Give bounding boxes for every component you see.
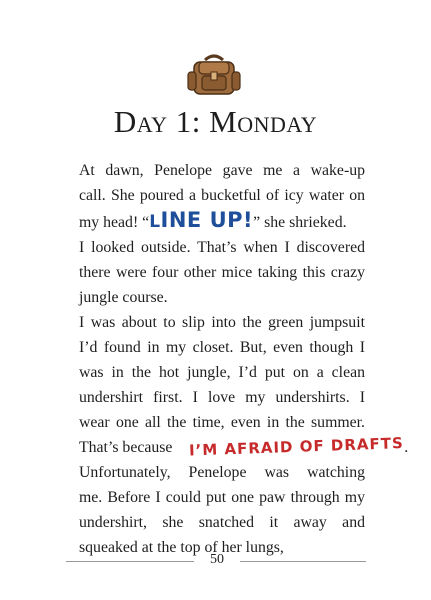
text-line bbox=[66, 208, 365, 235]
page-number: 50 bbox=[210, 552, 224, 567]
paragraph-2 bbox=[66, 235, 365, 310]
text-line: I was about to slip into the green jumpsuit bbox=[79, 314, 365, 331]
text-line bbox=[66, 434, 409, 460]
text-line: there were four other mice taking this crazy bbox=[79, 264, 365, 281]
paragraph-4 bbox=[66, 460, 365, 560]
text-line: I looked outside. That’s when I discovered bbox=[79, 239, 365, 256]
text-line: squeaked at the top of her lungs, bbox=[79, 539, 284, 556]
footer-rule-right bbox=[240, 561, 366, 562]
text-line: call. She poured a bucketful of icy water on bbox=[79, 187, 365, 204]
text-line: wear one all the time, even in the summer. bbox=[79, 414, 365, 431]
text-fragment: ” she shrieked. bbox=[253, 214, 347, 231]
paragraph-3 bbox=[66, 310, 409, 460]
shout-afraid-of-drafts: I’M AFRAID OF DRAFTS bbox=[189, 434, 405, 460]
paragraph-1 bbox=[66, 158, 365, 235]
text-line: undershirt, she snatched it away and bbox=[79, 514, 365, 531]
text-line: At dawn, Penelope gave me a wake-up bbox=[79, 162, 365, 179]
text-fragment: . bbox=[404, 439, 409, 456]
backpack-icon bbox=[185, 52, 243, 98]
text-line: me. Before I could put one paw through my bbox=[79, 489, 365, 506]
body-text bbox=[66, 158, 409, 560]
text-line: was in the hot jungle, I’d put on a clean bbox=[79, 364, 365, 381]
text-line: Unfortunately, Penelope was watching bbox=[79, 464, 365, 481]
shout-main: INE UP! bbox=[160, 208, 254, 232]
text-fragment: That’s because bbox=[79, 439, 177, 456]
text-line: undershirt first. I love my undershirts. I bbox=[79, 389, 365, 406]
text-line: jungle course. bbox=[79, 289, 168, 306]
chapter-title: Day 1: Monday bbox=[113, 104, 318, 139]
shout-line-up bbox=[149, 208, 254, 232]
text-fragment: my head! “ bbox=[79, 214, 150, 231]
text-line: I’d found in my closet. But, even though I bbox=[79, 339, 365, 356]
shout-prefix: L bbox=[149, 212, 161, 232]
footer-rule-left bbox=[66, 561, 194, 562]
